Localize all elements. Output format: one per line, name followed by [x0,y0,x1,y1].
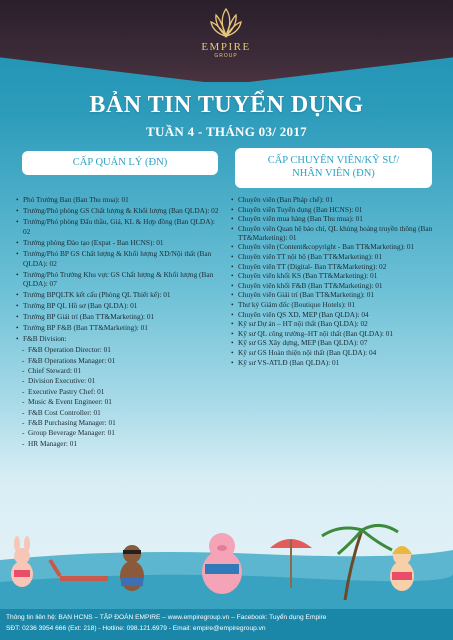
list-item: • F&B Division: [16,334,221,344]
list-item: • Chuyên viên mua hàng (Ban Thu mua): 01 [231,214,439,223]
list-item: • Kỹ sư GS Xây dựng, MEP (Ban QLDA): 07 [231,338,439,347]
pool-illustration [0,520,453,610]
list-item: • Kỹ sư Dự án – HT nội thất (Ban QLDA): 02 [231,319,439,328]
fb-list-item: - F&B Operations Manager: 01 [16,356,221,366]
fb-list-item: - F&B Purchasing Manager: 01 [16,418,221,428]
footer [0,609,453,640]
list-item: • Trưởng/Phó Trưởng Khu vực GS Chất lượng & Khối lượng (Ban QLDA): 07 [16,270,221,290]
fb-list-item: - Executive Pastry Chef: 01 [16,387,221,397]
list-item: • Trưởng/Phó BP GS Chất lượng & Khối lượng XD/Nội thất (Ban QLDA): 02 [16,249,221,269]
list-item: • Chuyên viên Tuyển dụng (Ban HCNS): 01 [231,205,439,214]
brand-logo [196,6,256,76]
cartoon-character-pig-icon [202,533,242,594]
fb-list-item: - Chief Steward: 01 [16,366,221,376]
list-item: • Trưởng BPQLTK kết cấu (Phòng QL Thiết kế): 01 [16,290,221,300]
specialist-job-list [231,195,439,367]
fb-list-item: - Group Beverage Manager: 01 [16,428,221,438]
list-item: • Chuyên viên (Content&copyright - Ban TT&Marketing): 01 [231,242,439,251]
specialist-heading-line1: CẤP CHUYÊN VIÊN/KỸ SƯ/ [267,155,400,167]
fb-list-item: - Music & Event Engineer: 01 [16,397,221,407]
list-item: • Thư ký Giám đốc (Boutique Hotels): 01 [231,300,439,309]
management-job-list [16,195,221,449]
list-item: • Trưởng BP QL Hồ sơ (Ban QLDA): 01 [16,301,221,311]
fb-list-item: - Division Executive: 01 [16,376,221,386]
footer-phone-line: SĐT: 0236 3954 666 (Ext: 218) - Hotline: 098.121.6979 - Email: empire@empiregroup.vn [6,625,266,632]
lotus-emblem-icon [209,6,243,40]
brand-name: EMPIRE [201,41,251,53]
page-subtitle: TUẦN 4 - THÁNG 03/ 2017 [146,124,307,139]
brand-sub: GROUP [214,53,238,59]
management-heading: CẤP QUẢN LÝ (ĐN) [22,151,218,175]
list-item: • Chuyên viên TT (Digital- Ban TT&Marketing): 02 [231,262,439,271]
list-item: • Chuyên viên khối KS (Ban TT&Marketing): 01 [231,271,439,280]
list-item: • Trưởng phòng Đào tạo (Expat - Ban HCNS): 01 [16,238,221,248]
footer-contact-line: Thông tin liên hệ: BAN HCNS – TẬP ĐOÀN EMPIRE – www.empiregroup.vn – Facebook: Tuyển dụng Empire [6,614,327,621]
list-item: • Phó Trưởng Ban (Ban Thu mua): 01 [16,195,221,205]
list-item: • Chuyên viên Quan hệ báo chí, QL khủng hoảng truyền thông (Ban TT&Marketing): 01 [231,224,439,242]
fb-list-item: - HR Manager: 01 [16,439,221,449]
cartoon-character-girl-icon [390,546,414,591]
cartoon-character-bear-icon [120,545,144,591]
list-item: • Kỹ sư QL công trường–HT nội thất (Ban QLDA): 01 [231,329,439,338]
list-item: • Trưởng/Phó phòng Đấu thầu, Giá, KL & Hợp đồng (Ban QLDA): 02 [16,217,221,237]
list-item: • Chuyên viên (Ban Pháp chế): 01 [231,195,439,204]
list-item: • Chuyên viên TT nội bộ (Ban TT&Marketing): 01 [231,252,439,261]
page-title: BẢN TIN TUYỂN DỤNG [89,92,364,118]
fb-list-item: - F&B Operation Director: 01 [16,345,221,355]
specialist-heading-line2: NHÂN VIÊN (ĐN) [292,168,375,179]
specialist-heading [235,148,432,188]
fb-list-item: - F&B Cost Controller: 01 [16,408,221,418]
list-item: • Kỹ sư VS-ATLĐ (Ban QLDA): 01 [231,358,439,367]
list-item: • Trưởng/Phó phòng GS Chất lượng & Khối lượng (Ban QLDA): 02 [16,206,221,216]
list-item: • Chuyên viên khối F&B (Ban TT&Marketing): 01 [231,281,439,290]
list-item: • Kỹ sư GS Hoàn thiện nội thất (Ban QLDA): 04 [231,348,439,357]
list-item: • Chuyên viên Giải trí (Ban TT&Marketing): 01 [231,290,439,299]
list-item: • Chuyên viên QS XD, MEP (Ban QLDA): 04 [231,310,439,319]
list-item: • Trưởng BP F&B (Ban TT&Marketing): 01 [16,323,221,333]
list-item: • Trưởng BP Giải trí (Ban TT&Marketing): 01 [16,312,221,322]
